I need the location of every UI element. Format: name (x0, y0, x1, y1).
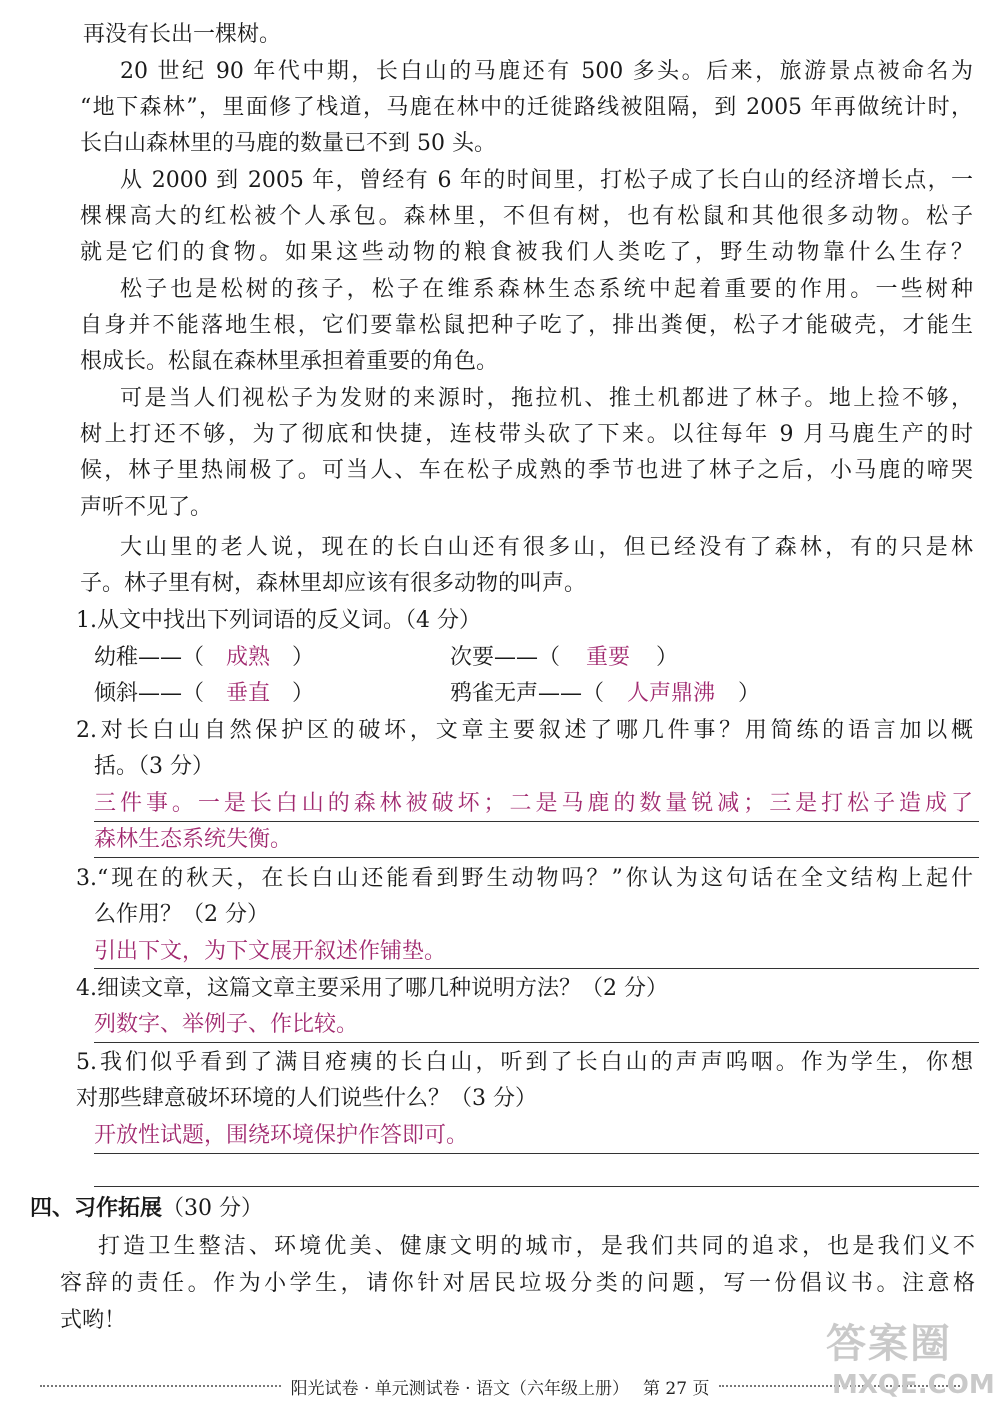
antonym-pair (450, 679, 760, 709)
passage-line: 棵棵高大的红松被个人承包。森林里，不但有树，也有松鼠和其他很多动物。松子 (80, 204, 973, 229)
question-3-stem: 么作用？（2 分） (94, 902, 269, 927)
answer-line (94, 857, 979, 858)
passage-line: 从 2000 到 2005 年，曾经有 6 年的时间里，打松子成了长白山的经济增长点，一 (120, 168, 973, 193)
antonym-word: 次要——（ (450, 645, 561, 670)
passage-line: 子。林子里有树，森林里却应该有很多动物的叫声。 (80, 571, 587, 596)
passage-line: 长白山森林里的马鹿的数量已不到 50 头。 (80, 131, 496, 156)
answer-line (94, 1153, 979, 1154)
passage-line: 再没有长出一棵树。 (83, 22, 282, 47)
question-3-answer: 引出下文，为下文展开叙述作铺垫。 (94, 939, 447, 964)
prompt-line: 式哟！ (60, 1308, 127, 1333)
bracket-close: ） (292, 645, 315, 670)
antonym-answer: 重要 (586, 645, 631, 670)
question-5-stem: 对那些肆意破坏环境的人们说些什么？（3 分） (76, 1086, 537, 1111)
page-number: 第 27 页 (643, 1378, 710, 1399)
watermark-icon: 答案圈 (826, 1321, 952, 1367)
passage-line: 大山里的老人说，现在的长白山还有很多山，但已经没有了森林，有的只是林 (120, 535, 973, 560)
passage-line: 20 世纪 90 年代中期，长白山的马鹿还有 500 多头。后来，旅游景点被命名为 (120, 59, 973, 84)
question-2-answer: 森林生态系统失衡。 (94, 827, 293, 852)
question-3-stem: 3.“现在的秋天，在长白山还能看到野生动物吗？”你认为这句话在全文结构上起什 (76, 866, 973, 891)
antonym-word: 鸦雀无声——（ (450, 681, 605, 706)
answer-line (94, 821, 979, 822)
passage-line: 可是当人们视松子为发财的来源时，拖拉机、推土机都进了林子。地上捡不够， (120, 386, 973, 411)
antonym-word: 倾斜——（ (94, 681, 205, 706)
bracket-close: ） (292, 681, 315, 706)
question-2-stem: 括。（3 分） (94, 754, 214, 779)
passage-line: 候，林子里热闹极了。可当人、车在松子成熟的季节也进了林子之后，小马鹿的啼哭 (80, 458, 973, 483)
question-5-answer: 开放性试题，围绕环境保护作答即可。 (94, 1123, 469, 1148)
watermark-url: MXQE.COM (832, 1370, 995, 1400)
antonym-answer: 成熟 (226, 645, 271, 670)
passage-line: 声听不见了。 (80, 495, 213, 520)
footer-title: 阳光试卷 · 单元测试卷 · 语文（六年级上册） (290, 1378, 629, 1399)
section-points: （30 分） (162, 1196, 264, 1221)
question-5-stem: 5.我们似乎看到了满目疮痍的长白山，听到了长白山的声声呜咽。作为学生，你想 (76, 1050, 973, 1075)
question-4-stem: 4.细读文章，这篇文章主要采用了哪几种说明方法？（2 分） (76, 976, 668, 1001)
passage-line: 树上打还不够，为了彻底和快捷，连枝带头砍了下来。以往每年 9 月马鹿生产的时 (80, 422, 973, 447)
section-heading (30, 1194, 263, 1224)
antonym-answer: 人声鼎沸 (627, 681, 716, 706)
question-2-answer: 三件事。一是长白山的森林被破坏；二是马鹿的数量锐减；三是打松子造成了 (94, 791, 973, 816)
passage-line: 自身并不能落地生根，它们要靠松鼠把种子吃了，排出粪便，松子才能破壳，才能生 (80, 313, 973, 338)
antonym-pair (450, 643, 678, 673)
prompt-line: 打造卫生整洁、环境优美、健康文明的城市，是我们共同的追求，也是我们义不 (98, 1234, 975, 1259)
bracket-close: ） (738, 681, 761, 706)
question-1-stem: 1.从文中找出下列词语的反义词。（4 分） (76, 608, 481, 633)
prompt-line: 容辞的责任。作为小学生，请你针对居民垃圾分类的问题，写一份倡议书。注意格 (60, 1271, 975, 1296)
antonym-answer: 垂直 (226, 681, 271, 706)
watermark-logo (826, 1312, 996, 1408)
section-title: 四、习作拓展 (30, 1196, 163, 1221)
answer-line (94, 1186, 979, 1187)
antonym-pair (94, 643, 314, 673)
passage-line: 就是它们的食物。如果这些动物的粮食被我们人类吃了，野生动物靠什么生存？ (80, 240, 973, 265)
footer-divider (40, 1385, 281, 1387)
passage-line: 松子也是松树的孩子，松子在维系森林生态系统中起着重要的作用。一些树种 (120, 277, 973, 302)
question-2-stem: 2.对长白山自然保护区的破坏，文章主要叙述了哪几件事？用简练的语言加以概 (76, 718, 973, 743)
answer-line (94, 1042, 979, 1043)
antonym-word: 幼稚——（ (94, 645, 205, 670)
answer-line (94, 968, 979, 969)
passage-line: “地下森林”，里面修了栈道，马鹿在林中的迁徙路线被阻隔，到 2005 年再做统计时， (80, 95, 973, 120)
antonym-pair (94, 679, 314, 709)
passage-line: 根成长。松鼠在森林里承担着重要的角色。 (80, 349, 499, 374)
question-4-answer: 列数字、举例子、作比较。 (94, 1012, 359, 1037)
bracket-close: ） (656, 645, 679, 670)
